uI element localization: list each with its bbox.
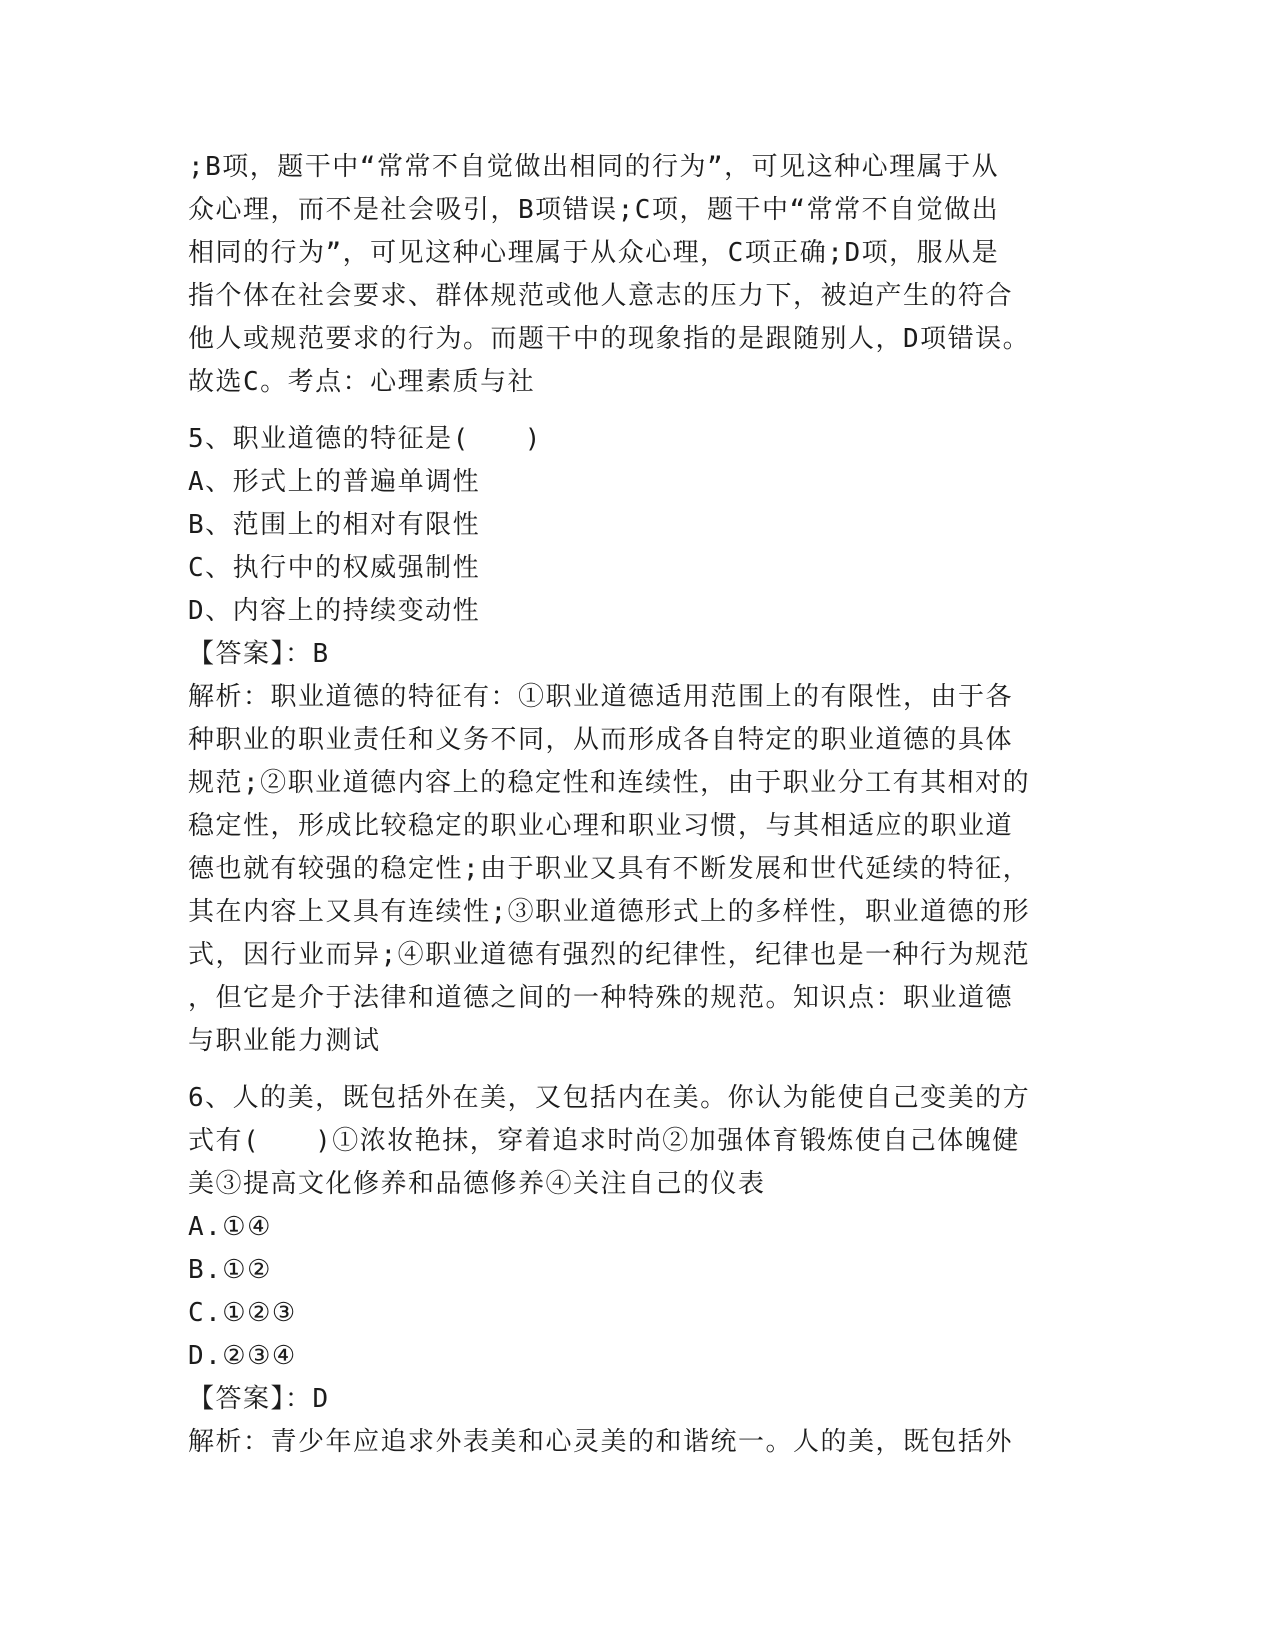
answer-label: 【答案】：B — [188, 639, 330, 669]
option-c: C、执行中的权威强制性 — [188, 553, 481, 583]
analysis-line: 种职业的职业责任和义务不同，从而形成各自特定的职业道德的具体 — [188, 725, 1014, 755]
spacer — [188, 404, 1078, 418]
analysis-line: 与职业能力测试 — [188, 1026, 381, 1056]
option-c: C.①②③ — [188, 1298, 297, 1328]
question-text: 5、职业道德的特征是( ) — [188, 424, 542, 454]
text-line: 他人或规范要求的行为。而题干中的现象指的是跟随别人，D项错误。 — [188, 324, 1031, 354]
question-text: 美③提高文化修养和品德修养④关注自己的仪表 — [188, 1169, 766, 1199]
text-line: 故选C。考点：心理素质与社 — [188, 367, 536, 397]
option-a: A、形式上的普遍单调性 — [188, 467, 481, 497]
option-d: D、内容上的持续变动性 — [188, 596, 481, 626]
spacer — [188, 1063, 1078, 1077]
document-page — [188, 146, 1078, 1464]
analysis-line: 规范;②职业道德内容上的稳定性和连续性，由于职业分工有其相对的 — [188, 768, 1031, 798]
text-line: 指个体在社会要求、群体规范或他人意志的压力下，被迫产生的符合 — [188, 281, 1014, 311]
answer-label: 【答案】：D — [188, 1384, 330, 1414]
option-b: B、范围上的相对有限性 — [188, 510, 481, 540]
q4-analysis-continuation — [188, 146, 1078, 404]
option-a: A.①④ — [188, 1212, 272, 1242]
analysis-line: 其在内容上又具有连续性;③职业道德形式上的多样性，职业道德的形 — [188, 897, 1031, 927]
question-6 — [188, 1077, 1078, 1464]
option-b: B.①② — [188, 1255, 272, 1285]
question-text: 6、人的美，既包括外在美，又包括内在美。你认为能使自己变美的方 — [188, 1083, 1031, 1113]
analysis-line: ，但它是介于法律和道德之间的一种特殊的规范。知识点：职业道德 — [188, 983, 1014, 1013]
text-line: 众心理，而不是社会吸引，B项错误;C项，题干中“常常不自觉做出 — [188, 195, 1000, 225]
question-5 — [188, 418, 1078, 1063]
text-line: ;B项，题干中“常常不自觉做出相同的行为”，可见这种心理属于从 — [188, 152, 1000, 182]
text-line: 相同的行为”，可见这种心理属于从众心理，C项正确;D项，服从是 — [188, 238, 1000, 268]
analysis-line: 德也就有较强的稳定性;由于职业又具有不断发展和世代延续的特征， — [188, 854, 1031, 884]
question-text: 式有( )①浓妆艳抹，穿着追求时尚②加强体育锻炼使自己体魄健 — [188, 1126, 1020, 1156]
analysis-line: 解析：职业道德的特征有：①职业道德适用范围上的有限性，由于各 — [188, 682, 1014, 712]
option-d: D.②③④ — [188, 1341, 297, 1371]
analysis-line: 式，因行业而异;④职业道德有强烈的纪律性，纪律也是一种行为规范 — [188, 940, 1031, 970]
analysis-line: 稳定性，形成比较稳定的职业心理和职业习惯，与其相适应的职业道 — [188, 811, 1014, 841]
analysis-line: 解析：青少年应追求外表美和心灵美的和谐统一。人的美，既包括外 — [188, 1427, 1014, 1457]
